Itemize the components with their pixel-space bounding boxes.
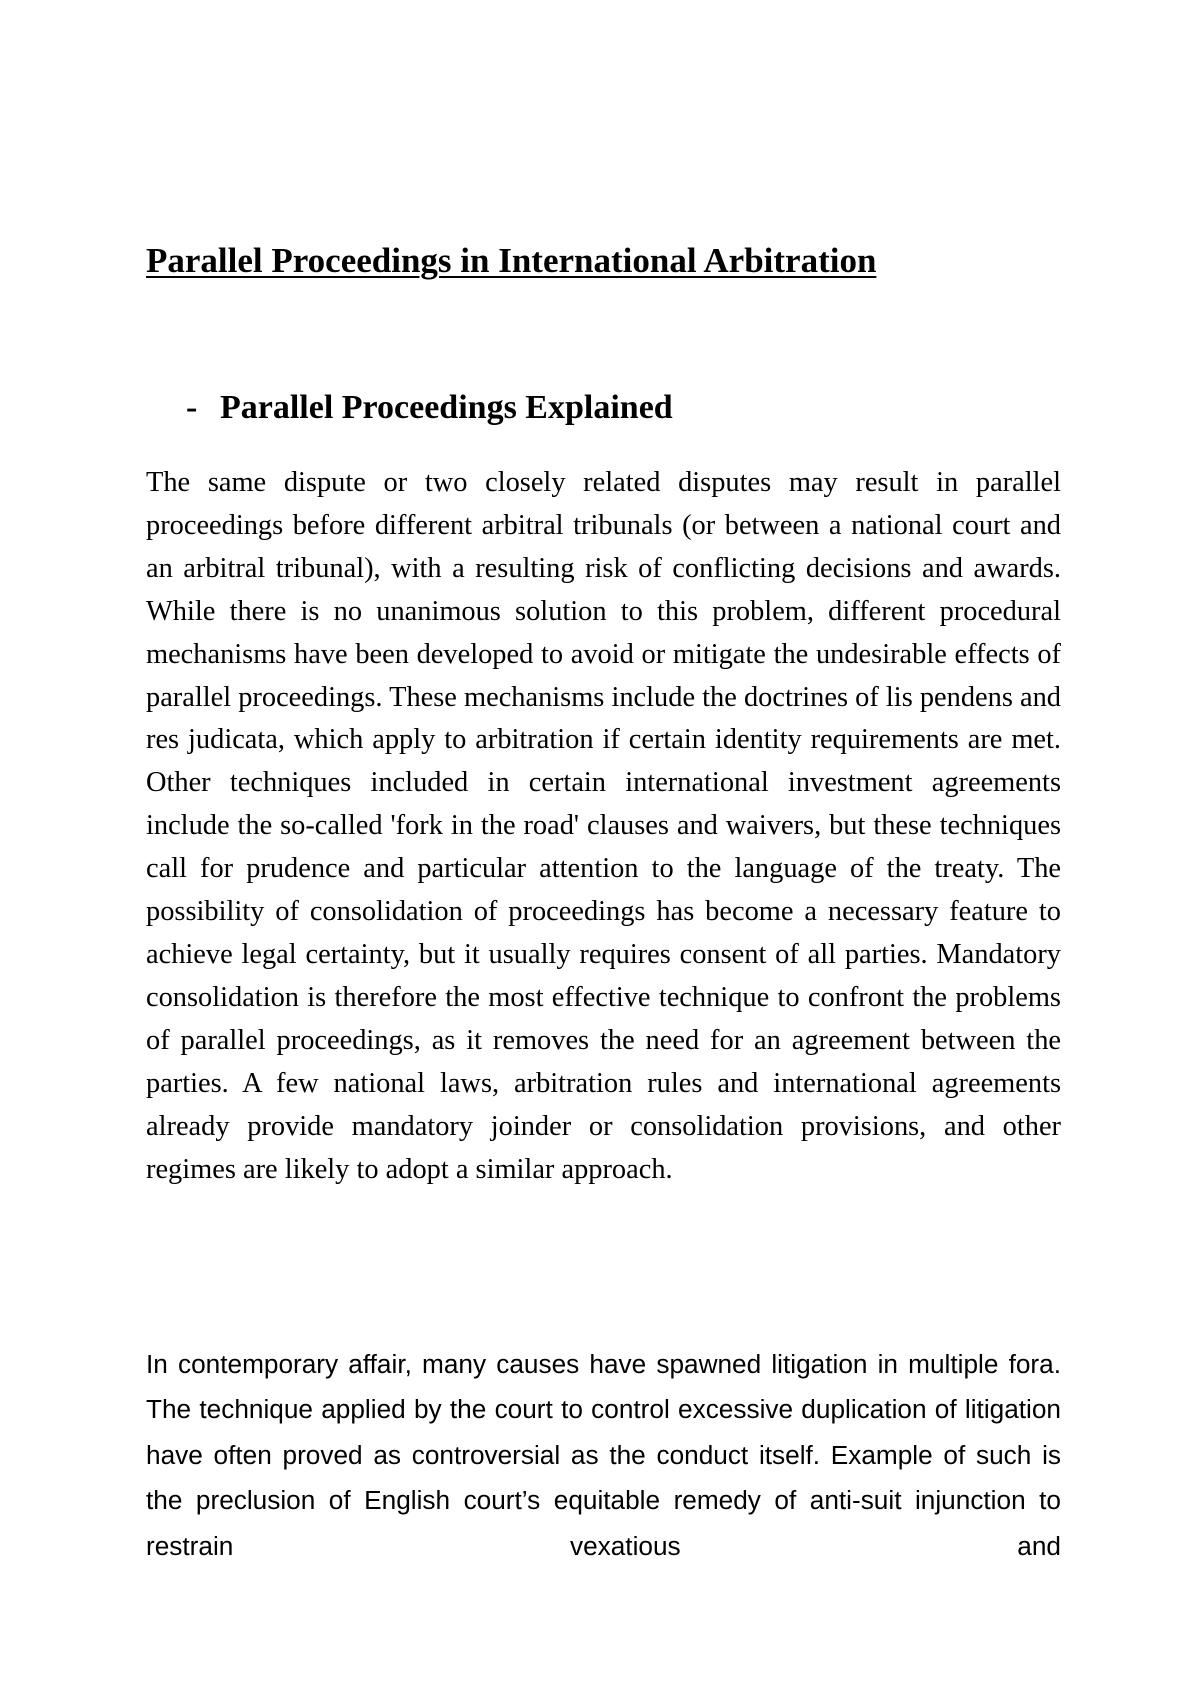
body-paragraph-2: In contemporary affair, many causes have spawned litigation in multiple fora. The technique applied by the court to control excessive duplication of litigation have often proved as controversial as the conduct itself. Example of such is the preclusion of English court’s equitable remedy of anti-suit injunction to restrain vexatious and — [146, 1349, 1061, 1561]
section-heading — [186, 388, 673, 428]
section-heading-text: Parallel Proceedings Explained — [220, 389, 673, 426]
document-title: Parallel Proceedings in International Arbitration — [146, 241, 877, 280]
body-paragraph-1: The same dispute or two closely related disputes may result in parallel proceedings before different arbitral tribunals (or between a national court and an arbitral tribunal), with a resulting risk of conflicting decisions and awards. While there is no unanimous solution to this problem, different procedural mechanisms have been developed to avoid or mitigate the undesirable effects of parallel proceedings. These mechanisms include the doctrines of lis pendens and res judicata, which apply to arbitration if certain identity requirements are met. Other techniques included in certain international investment agreements include the so-called 'fork in the road' clauses and waivers, but these techniques call for prudence and particular attention to the language of the treaty. The possibility of consolidation of proceedings has become a necessary feature to achieve legal certainty, but it usually requires consent of all parties. Mandatory consolidation is therefore the most effective technique to confront the problems of parallel proceedings, as it removes the need for an agreement between the parties. A few national laws, arbitration rules and international agreements already provide mandatory joinder or consolidation provisions, and other regimes are likely to adopt a similar approach. — [146, 467, 1061, 1185]
section-bullet: - — [186, 389, 198, 426]
